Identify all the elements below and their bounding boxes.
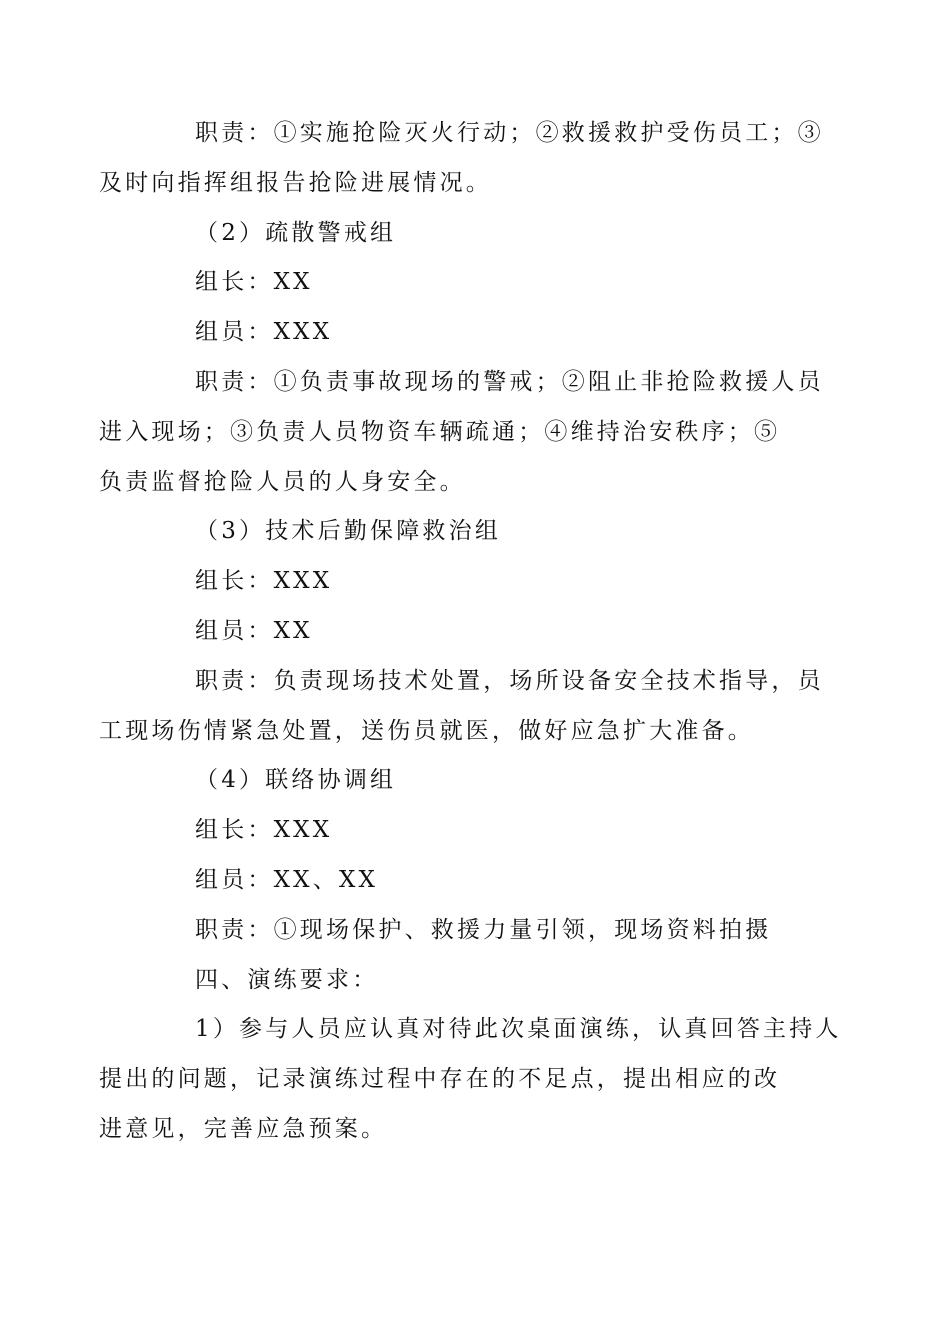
text-line: 组员：XXX bbox=[195, 319, 333, 346]
section-heading-drill-requirements bbox=[147, 956, 807, 1006]
paragraph-leader bbox=[147, 258, 807, 308]
text-line: 工现场伤情紧急处置，送伤员就医，做好应急扩大准备。 bbox=[99, 717, 754, 744]
document-body bbox=[99, 109, 842, 1155]
text-line: 职责：①实施抢险灭火行动；②救援救护受伤员工；③ bbox=[195, 120, 824, 146]
text-line: （2）疏散警戒组 bbox=[195, 219, 397, 246]
text-line: 职责：负责现场技术处置，场所设备安全技术指导，员 bbox=[195, 667, 824, 694]
section-heading-liaison-group bbox=[147, 756, 807, 806]
text-line: （3）技术后勤保障救治组 bbox=[195, 518, 502, 545]
paragraph-leader bbox=[147, 557, 807, 607]
paragraph-duty-technical bbox=[99, 657, 824, 757]
text-line: 负责监督抢险人员的人身安全。 bbox=[99, 468, 466, 495]
paragraph-duty-evacuation bbox=[99, 358, 824, 507]
text-line: 组员：XX bbox=[195, 617, 313, 644]
paragraph-members bbox=[147, 856, 807, 906]
text-line: 组长：XXX bbox=[195, 817, 333, 844]
text-line: 四、演练要求： bbox=[195, 966, 379, 993]
text-line: 职责：①现场保护、救援力量引领，现场资料拍摄 bbox=[195, 916, 772, 943]
paragraph-duty-liaison bbox=[147, 906, 807, 956]
text-line: 组长：XXX bbox=[195, 568, 333, 595]
paragraph-requirement-1 bbox=[99, 1005, 842, 1154]
text-line: 职责：①负责事故现场的警戒；②阻止非抢险救援人员 bbox=[195, 368, 824, 395]
paragraph-leader bbox=[147, 806, 807, 856]
section-heading-technical-group bbox=[147, 507, 807, 557]
text-line: 提出的问题，记录演练过程中存在的不足点，提出相应的改 bbox=[99, 1066, 781, 1093]
text-line: 及时向指挥组报告抢险进展情况。 bbox=[99, 169, 492, 196]
paragraph-members bbox=[147, 607, 807, 657]
text-line: 组员：XX、XX bbox=[195, 866, 379, 893]
text-line: （4）联络协调组 bbox=[195, 767, 397, 794]
text-line: 组长：XX bbox=[195, 269, 313, 296]
text-line: 进入现场；③负责人员物资车辆疏通；④维持治安秩序；⑤ bbox=[99, 418, 781, 445]
text-line: 进意见，完善应急预案。 bbox=[99, 1115, 388, 1142]
paragraph-duty-rescue bbox=[99, 109, 824, 209]
text-line: 1）参与人员应认真对待此次桌面演练，认真回答主持人 bbox=[195, 1016, 842, 1043]
section-heading-evacuation-group bbox=[147, 209, 807, 259]
paragraph-members bbox=[147, 308, 807, 358]
